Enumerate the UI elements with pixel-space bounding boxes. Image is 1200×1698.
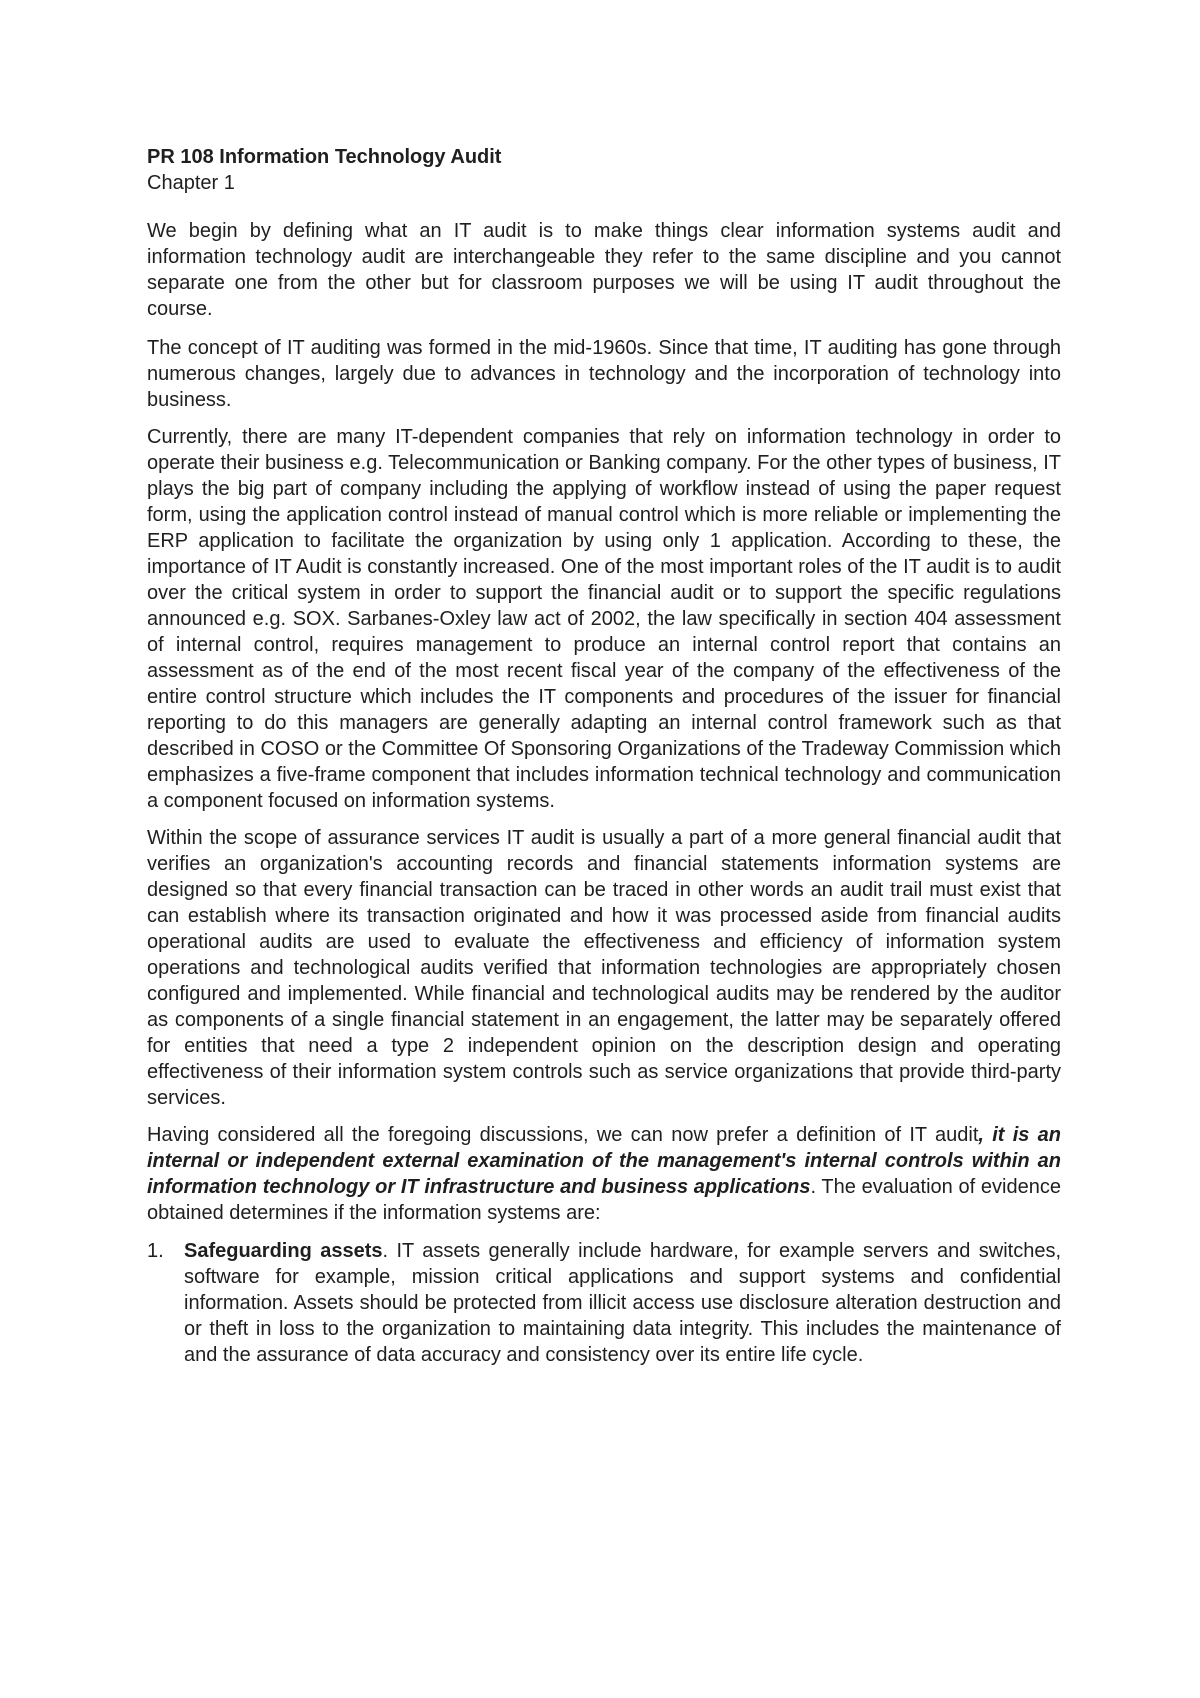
definition-emphasis: , it is an internal or independent external examination of the management's internal controls within an information technology or IT infrastructure and business applications bbox=[147, 1124, 1061, 1198]
list-item bbox=[147, 1238, 1061, 1368]
definition-lead: Having considered all the foregoing discussions, we can now prefer a definition of IT audit bbox=[147, 1124, 979, 1146]
list-item-term: Safeguarding assets bbox=[184, 1240, 383, 1262]
criteria-list bbox=[147, 1238, 1061, 1368]
paragraph-intro: We begin by defining what an IT audit is to make things clear information systems audit and information technology audit are interchangeable they refer to the same discipline and you cannot separate one from the other but for classroom purposes we will be using IT audit throughout the course. bbox=[147, 220, 1061, 320]
paragraph-current-state: Currently, there are many IT-dependent companies that rely on information technology in order to operate their business e.g. Telecommunication or Banking company. For the other types of business, IT plays the big part of company including the applying of workflow instead of using the paper request form, using the application control instead of manual control which is more reliable or implementing the ERP application to facilitate the organization by using only 1 application. According to these, the importance of IT Audit is constantly increased. One of the most important roles of the IT audit is to audit over the critical system in order to support the financial audit or to support the specific regulations announced e.g. SOX. Sarbanes-Oxley law act of 2002, the law specifically in section 404 assessment of internal control, requires management to produce an internal control report that contains an assessment as of the end of the most recent fiscal year of the company of the effectiveness of the entire control structure which includes the IT components and procedures of the issuer for financial reporting to do this managers are generally adapting an internal control framework such as that described in COSO or the Committee Of Sponsoring Organizations of the Tradeway Commission which emphasizes a five-frame component that includes information technical technology and communication a component focused on information systems. bbox=[147, 426, 1061, 812]
paragraph-definition bbox=[147, 1122, 1061, 1226]
document-title: PR 108 Information Technology Audit bbox=[147, 146, 502, 168]
document-page bbox=[147, 144, 1061, 1368]
paragraph-assurance-scope: Within the scope of assurance services IT audit is usually a part of a more general financial audit that verifies an organization's accounting records and financial statements information systems are designed so that every financial transaction can be traced in other words an audit trail must exist that can establish where its transaction originated and how it was processed aside from financial audits operational audits are used to evaluate the effectiveness and efficiency of information system operations and technological audits verified that information technologies are appropriately chosen configured and implemented. While financial and technological audits may be rendered by the auditor as components of a single financial statement in an engagement, the latter may be separately offered for entities that need a type 2 independent opinion on the description design and operating effectiveness of their information system controls such as service organizations that provide third-party services. bbox=[147, 827, 1061, 1109]
paragraph-history: The concept of IT auditing was formed in the mid-1960s. Since that time, IT auditing has gone through numerous changes, largely due to advances in technology and the incorporation of technology into business. bbox=[147, 337, 1061, 411]
list-item-text: . IT assets generally include hardware, for example servers and switches, software for example, mission critical applications and support systems and confidential information. Assets should be protected from illicit access use disclosure alteration destruction and or theft in loss to the organization to maintaining data integrity. This includes the maintenance of and the assurance of data accuracy and consistency over its entire life cycle. bbox=[184, 1240, 1061, 1366]
definition-tail: . The evaluation of evidence obtained determines if the information systems are: bbox=[147, 1176, 1061, 1224]
chapter-label: Chapter 1 bbox=[147, 172, 235, 194]
list-item-number: 1. bbox=[147, 1240, 164, 1262]
